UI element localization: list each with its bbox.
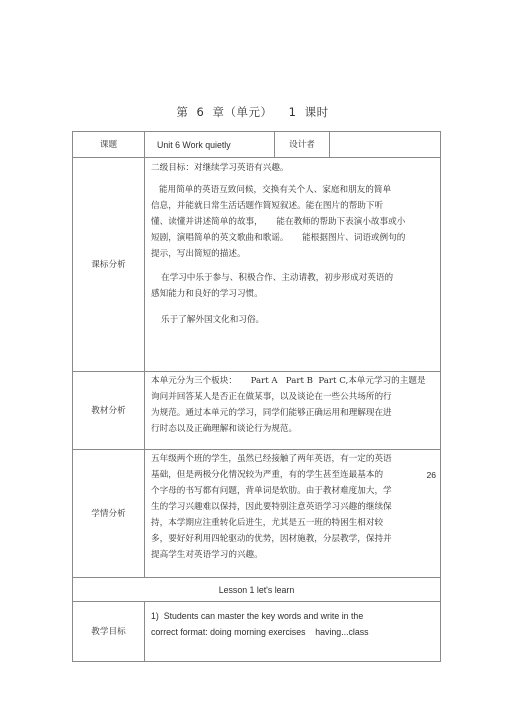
material-line: 行时态以及正确理解和谈论行为规范。: [151, 424, 298, 434]
students-line: 持，本学期应注重转化后进生，尤其是五一班的特困生相对较: [151, 518, 384, 528]
standard-line: 短剧，演唱简单的英文歌曲和歌谣。 能根据图片、词语或例句的: [151, 233, 406, 243]
lesson-number: 1: [288, 105, 297, 119]
material-line: 本单元分为三个板块： Part A Part B Part C,本单元学习的主题是: [151, 376, 426, 386]
title-prefix: 第: [176, 105, 189, 119]
topic-label: 课题: [73, 132, 145, 158]
students-row: [73, 450, 441, 578]
page-side-number: 26: [426, 470, 436, 480]
students-line: 生的学习兴趣难以保持，因此要特别注意英语学习兴趣的继续保: [151, 502, 392, 512]
standard-line: 感知能力和良好的学习习惯。: [151, 289, 263, 299]
students-line: [151, 467, 434, 483]
chapter-number: 6: [196, 105, 205, 119]
lesson-word: 课时: [304, 105, 329, 119]
material-label: 教材分析: [73, 372, 145, 450]
topic-row: [73, 132, 441, 158]
material-line: 为规范。通过本单元的学习，同学们能够正确运用和理解现在进: [151, 408, 392, 418]
standard-row: [73, 158, 441, 372]
material-content: [145, 372, 441, 450]
material-row: [73, 372, 441, 450]
standard-line: 在学习中乐于参与、积极合作、主动请教，初步形成对英语的: [161, 273, 394, 283]
designer-label: 设计者: [275, 132, 330, 158]
standard-line: 乐于了解外国文化和习俗。: [161, 315, 265, 325]
lesson-row: [73, 578, 441, 602]
standard-line: 提示，写出简短的描述。: [151, 249, 246, 259]
students-label: 学情分析: [73, 450, 145, 578]
standard-line: 能用简单的英语互致问候，交换有关个人、家庭和朋友的简单: [159, 185, 392, 195]
students-line: 五年级两个班的学生，虽然已经接触了两年英语，有一定的英语: [151, 454, 392, 464]
objectives-row: [73, 602, 441, 662]
students-line: 多，要好好利用四轮驱动的优势，因材施教，分层教学，保持并: [151, 534, 392, 544]
objectives-content: [145, 602, 441, 662]
students-content: [145, 450, 441, 578]
students-line: 个字母的书写都有问题，背单词是软肋。由于教材难度加大，学: [151, 486, 392, 496]
designer-value: [330, 132, 441, 158]
standard-line: 二级目标：对继续学习英语有兴趣。: [151, 163, 289, 173]
standard-content: [145, 158, 441, 372]
objectives-label: 教学目标: [73, 602, 145, 662]
objective-line: 1) Students can master the key words and write in the: [151, 611, 364, 621]
students-line: 提高学生对英语学习的兴趣。: [151, 550, 263, 560]
students-line-text: 基础，但是两极分化情况较为严重，有的学生甚至连最基本的: [151, 470, 384, 480]
chapter-word: 章（单元）: [212, 105, 273, 119]
standard-label: 课标分析: [73, 158, 145, 372]
lesson-heading: Lesson 1 let's learn: [73, 578, 441, 602]
objective-line: correct format: doing morning exercises having...class: [151, 627, 369, 637]
topic-value: Unit 6 Work quietly: [145, 132, 275, 158]
document-title: [0, 104, 505, 120]
material-line: 询问并回答某人是否正在做某事，以及谈论在一些公共场所的行: [151, 392, 392, 402]
lesson-plan-table: [72, 131, 441, 662]
standard-line: 懂、读懂并讲述简单的故事， 能在教师的帮助下表演小故事或小: [151, 217, 406, 227]
standard-line: 信息，并能就日常生活话题作简短叙述。能在图片的帮助下听: [151, 201, 384, 211]
